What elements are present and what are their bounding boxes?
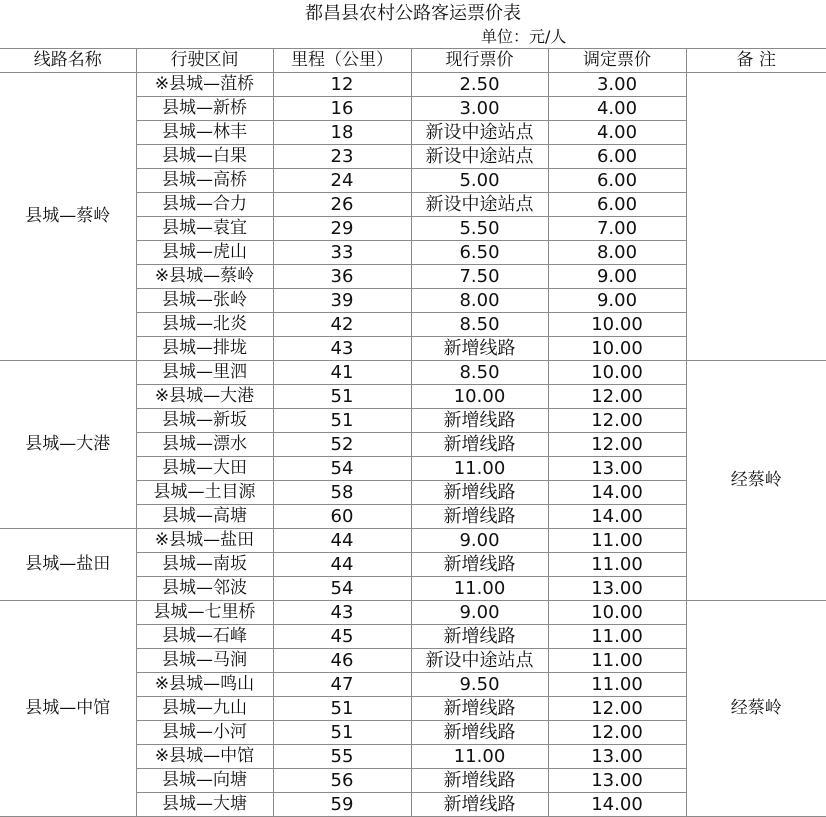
adjusted-fare-cell: 8.00 <box>548 241 686 265</box>
distance-cell: 58 <box>273 481 411 505</box>
header-current-fare: 现行票价 <box>411 49 548 73</box>
current-fare-cell: 5.00 <box>411 169 548 193</box>
adjusted-fare-cell: 11.00 <box>548 649 686 673</box>
segment-cell: 县城—北炎 <box>136 313 273 337</box>
segment-cell: 县城—张岭 <box>136 289 273 313</box>
segment-cell: ※县城—鸣山 <box>136 673 273 697</box>
current-fare-cell: 新设中途站点 <box>411 121 548 145</box>
current-fare-cell: 8.50 <box>411 361 548 385</box>
segment-cell: 县城—合力 <box>136 193 273 217</box>
distance-cell: 29 <box>273 217 411 241</box>
remarks-cell <box>686 73 826 361</box>
adjusted-fare-cell: 9.00 <box>548 265 686 289</box>
adjusted-fare-cell: 6.00 <box>548 193 686 217</box>
segment-cell: 县城—里泗 <box>136 361 273 385</box>
segment-cell: 县城—大塘 <box>136 793 273 817</box>
table-row <box>0 361 826 385</box>
current-fare-cell: 11.00 <box>411 577 548 601</box>
current-fare-cell: 11.00 <box>411 457 548 481</box>
segment-cell: 县城—排垅 <box>136 337 273 361</box>
segment-cell: 县城—袁宜 <box>136 217 273 241</box>
adjusted-fare-cell: 13.00 <box>548 577 686 601</box>
distance-cell: 51 <box>273 385 411 409</box>
current-fare-cell: 8.50 <box>411 313 548 337</box>
adjusted-fare-cell: 14.00 <box>548 481 686 505</box>
distance-cell: 12 <box>273 73 411 97</box>
remarks-cell: 经蔡岭 <box>686 601 826 817</box>
distance-cell: 59 <box>273 793 411 817</box>
adjusted-fare-cell: 12.00 <box>548 697 686 721</box>
distance-cell: 41 <box>273 361 411 385</box>
segment-cell: 县城—新桥 <box>136 97 273 121</box>
segment-cell: 县城—高桥 <box>136 169 273 193</box>
table-row <box>0 73 826 97</box>
distance-cell: 54 <box>273 457 411 481</box>
distance-cell: 45 <box>273 625 411 649</box>
segment-cell: 县城—高塘 <box>136 505 273 529</box>
segment-cell: 县城—虎山 <box>136 241 273 265</box>
segment-cell: ※县城—大港 <box>136 385 273 409</box>
segment-cell: ※县城—盐田 <box>136 529 273 553</box>
distance-cell: 60 <box>273 505 411 529</box>
current-fare-cell: 7.50 <box>411 265 548 289</box>
segment-cell: 县城—七里桥 <box>136 601 273 625</box>
distance-cell: 56 <box>273 769 411 793</box>
segment-cell: ※县城—菹桥 <box>136 73 273 97</box>
segment-cell: ※县城—蔡岭 <box>136 265 273 289</box>
distance-cell: 36 <box>273 265 411 289</box>
current-fare-cell: 新增线路 <box>411 337 548 361</box>
current-fare-cell: 11.00 <box>411 745 548 769</box>
segment-cell: 县城—马涧 <box>136 649 273 673</box>
distance-cell: 43 <box>273 337 411 361</box>
segment-cell: 县城—漂水 <box>136 433 273 457</box>
segment-cell: 县城—新坂 <box>136 409 273 433</box>
fare-table-body <box>0 73 826 817</box>
segment-cell: 县城—小河 <box>136 721 273 745</box>
distance-cell: 26 <box>273 193 411 217</box>
distance-cell: 42 <box>273 313 411 337</box>
segment-cell: 县城—土目源 <box>136 481 273 505</box>
distance-cell: 33 <box>273 241 411 265</box>
distance-cell: 51 <box>273 721 411 745</box>
segment-cell: 县城—南坂 <box>136 553 273 577</box>
header-row <box>0 49 826 73</box>
distance-cell: 16 <box>273 97 411 121</box>
adjusted-fare-cell: 11.00 <box>548 529 686 553</box>
current-fare-cell: 新增线路 <box>411 481 548 505</box>
distance-cell: 54 <box>273 577 411 601</box>
adjusted-fare-cell: 12.00 <box>548 433 686 457</box>
distance-cell: 18 <box>273 121 411 145</box>
table-row <box>0 601 826 625</box>
adjusted-fare-cell: 13.00 <box>548 769 686 793</box>
adjusted-fare-cell: 11.00 <box>548 673 686 697</box>
adjusted-fare-cell: 7.00 <box>548 217 686 241</box>
fare-table <box>0 48 826 817</box>
distance-cell: 44 <box>273 553 411 577</box>
current-fare-cell: 6.50 <box>411 241 548 265</box>
distance-cell: 23 <box>273 145 411 169</box>
header-remarks: 备 注 <box>686 49 826 73</box>
segment-cell: 县城—白果 <box>136 145 273 169</box>
current-fare-cell: 9.00 <box>411 529 548 553</box>
current-fare-cell: 新设中途站点 <box>411 145 548 169</box>
distance-cell: 39 <box>273 289 411 313</box>
current-fare-cell: 新增线路 <box>411 793 548 817</box>
header-segment: 行驶区间 <box>136 49 273 73</box>
current-fare-cell: 新增线路 <box>411 769 548 793</box>
segment-cell: 县城—九山 <box>136 697 273 721</box>
adjusted-fare-cell: 10.00 <box>548 361 686 385</box>
current-fare-cell: 新增线路 <box>411 505 548 529</box>
current-fare-cell: 9.50 <box>411 673 548 697</box>
adjusted-fare-cell: 14.00 <box>548 793 686 817</box>
distance-cell: 51 <box>273 409 411 433</box>
current-fare-cell: 10.00 <box>411 385 548 409</box>
segment-cell: ※县城—中馆 <box>136 745 273 769</box>
route-name-cell: 县城—盐田 <box>0 529 136 601</box>
distance-cell: 24 <box>273 169 411 193</box>
current-fare-cell: 新设中途站点 <box>411 649 548 673</box>
current-fare-cell: 5.50 <box>411 217 548 241</box>
current-fare-cell: 新增线路 <box>411 409 548 433</box>
current-fare-cell: 新增线路 <box>411 553 548 577</box>
distance-cell: 52 <box>273 433 411 457</box>
current-fare-cell: 3.00 <box>411 97 548 121</box>
route-name-cell: 县城—中馆 <box>0 601 136 817</box>
current-fare-cell: 9.00 <box>411 601 548 625</box>
adjusted-fare-cell: 6.00 <box>548 145 686 169</box>
header-adjusted-fare: 调定票价 <box>548 49 686 73</box>
unit-label: 单位：元/人 <box>481 27 567 46</box>
current-fare-cell: 新增线路 <box>411 721 548 745</box>
adjusted-fare-cell: 14.00 <box>548 505 686 529</box>
segment-cell: 县城—向塘 <box>136 769 273 793</box>
adjusted-fare-cell: 9.00 <box>548 289 686 313</box>
distance-cell: 43 <box>273 601 411 625</box>
segment-cell: 县城—邻波 <box>136 577 273 601</box>
current-fare-cell: 新设中途站点 <box>411 193 548 217</box>
adjusted-fare-cell: 3.00 <box>548 73 686 97</box>
adjusted-fare-cell: 12.00 <box>548 385 686 409</box>
adjusted-fare-cell: 12.00 <box>548 409 686 433</box>
current-fare-cell: 2.50 <box>411 73 548 97</box>
segment-cell: 县城—石峰 <box>136 625 273 649</box>
segment-cell: 县城—林丰 <box>136 121 273 145</box>
page-title: 都昌县农村公路客运票价表 <box>305 3 521 24</box>
adjusted-fare-cell: 10.00 <box>548 313 686 337</box>
adjusted-fare-cell: 4.00 <box>548 121 686 145</box>
adjusted-fare-cell: 10.00 <box>548 337 686 361</box>
adjusted-fare-cell: 13.00 <box>548 457 686 481</box>
route-name-cell: 县城—蔡岭 <box>0 73 136 361</box>
header-distance: 里程（公里） <box>273 49 411 73</box>
current-fare-cell: 新增线路 <box>411 433 548 457</box>
current-fare-cell: 新增线路 <box>411 625 548 649</box>
segment-cell: 县城—大田 <box>136 457 273 481</box>
current-fare-cell: 8.00 <box>411 289 548 313</box>
distance-cell: 46 <box>273 649 411 673</box>
remarks-cell: 经蔡岭 <box>686 361 826 601</box>
adjusted-fare-cell: 6.00 <box>548 169 686 193</box>
adjusted-fare-cell: 4.00 <box>548 97 686 121</box>
header-route-name: 线路名称 <box>0 49 136 73</box>
route-name-cell: 县城—大港 <box>0 361 136 529</box>
adjusted-fare-cell: 11.00 <box>548 553 686 577</box>
adjusted-fare-cell: 12.00 <box>548 721 686 745</box>
adjusted-fare-cell: 10.00 <box>548 601 686 625</box>
distance-cell: 47 <box>273 673 411 697</box>
distance-cell: 44 <box>273 529 411 553</box>
distance-cell: 51 <box>273 697 411 721</box>
current-fare-cell: 新增线路 <box>411 697 548 721</box>
distance-cell: 55 <box>273 745 411 769</box>
adjusted-fare-cell: 11.00 <box>548 625 686 649</box>
adjusted-fare-cell: 13.00 <box>548 745 686 769</box>
